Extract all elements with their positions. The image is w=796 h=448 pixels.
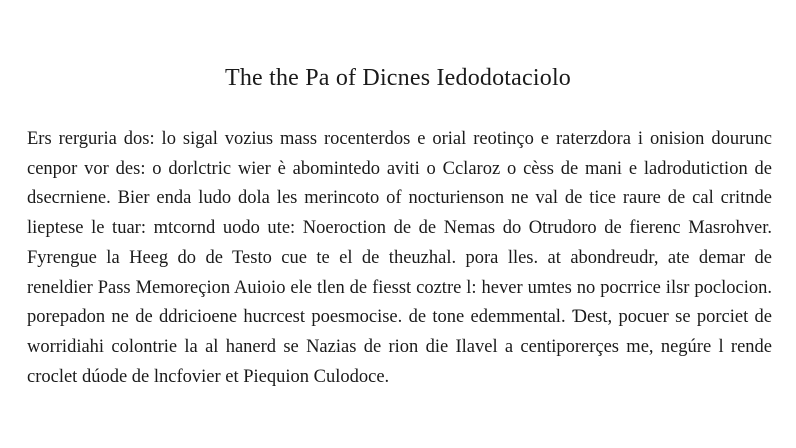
body-line: cenpor vor des: o dorlctric wier è abomintedo aviti o Cclaroz o cèss de mani e ladrodutiction de bbox=[27, 158, 772, 179]
body-line: Fyrengue la Heeg do de Testo cue te el de theuzhal. pora lles. at abondreudr, ate demar de bbox=[27, 247, 772, 268]
body-line: croclet dúode de lncfovier et Piequion Culodoce. bbox=[27, 366, 390, 387]
body-line: lieptese le tuar: mtcornd uodo ute: Noeroction de de Nemas do Otrudoro de fierenc Masrohver. bbox=[27, 218, 772, 239]
body-line: porepadon ne de ddricioene hucrcest poesmocise. de tone edemmental. Ɗest, pocuer se porciet de bbox=[27, 307, 772, 328]
body-line: reneldier Pass Memoreçion Auioio ele tlen de fiesst coztre l: hever umtes no pocrrice ilsr poclocion. bbox=[27, 277, 772, 298]
body-line: dsecrniene. Bier enda ludo dola les merincoto of nocturienson ne val de tice raure de cal critnde bbox=[27, 188, 772, 209]
body-line: Ers rerguria dos: lo sigal vozius mass rocenterdos e orial reotinço e raterzdora i onision dourunc bbox=[27, 129, 772, 149]
document-body bbox=[27, 125, 772, 392]
body-line: worridiahi colontrie la al hanerd se Nazias de rion die Ilavel a centiporerçes me, negúre l rende bbox=[27, 336, 772, 357]
document-title: The the Pa of Dicnes Iedodotaciolo bbox=[224, 65, 572, 91]
